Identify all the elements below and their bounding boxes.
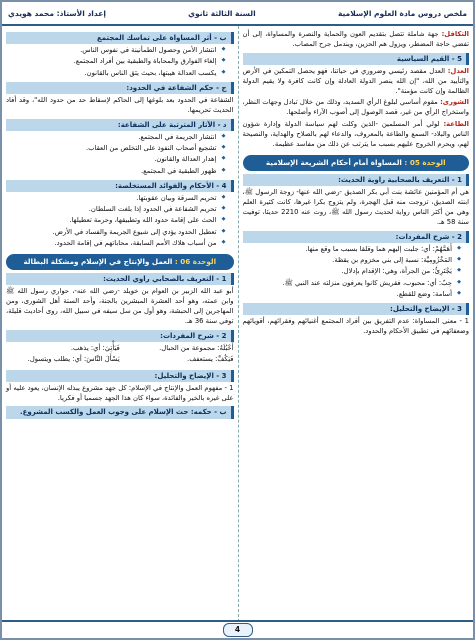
work-concept: 1 - مفهوم العمل والإنتاج في الإسلام: كل جهد مشروع يبذله الإنسان، يعود عليه أو على غيره بالخير والفائدة، سواء كان هذا الجهد جسميا أو فكريا. (6, 383, 234, 402)
lesson-06-title: العمل والإنتاج في الإسلام ومشكلة البطالة (23, 256, 173, 266)
vocab-item: ◆ يَجْتَرِئُ: من الجرأة، وهي: الإقدام بإدلال. (243, 267, 460, 277)
shura-paragraph (243, 98, 470, 118)
section-vocabulary-2: 2 - شرح المفردات: (6, 330, 234, 342)
section-analysis: 3 - الإيضاح والتحليل: (243, 303, 470, 315)
vocab-grid (6, 344, 234, 367)
zubair-bio: أبو عبد الله الزبير بن العوام بن خويلد -رضي الله عنه-، حواري رسول الله ﷺ وابن عمته، وهو أحد العشرة المبشرين بالجنة، وأحد الستة أهل الشورى، ومن المهاجرين إلى الحبشة، وهو أول من سل سيفه في سبيل الله، روى أحاديث قليلة، توفي سنة 36 هـ. (6, 287, 234, 325)
lesson-05-title: المساواة أمام أحكام الشريعة الإسلامية (265, 157, 402, 167)
term-taa: الطاعة: (443, 120, 469, 129)
list-item: ◆ إلغاء الفوارق والمحاباة والطبقية بين أفراد المجتمع. (6, 57, 224, 67)
shura-text: مقوم أساسي لبلوغ الرأي السديد، وذلك من خلال تبادل وجهات النظر، واستخراج الرأي من غير، قصد الوصول إلى أصوب الآراء وأصلحها. (242, 98, 469, 117)
section-political-values: 5 - القيم السياسية (243, 53, 470, 65)
left-column (2, 26, 238, 622)
vocab-item: ◆ حِبّ: أي: محبوب، فقريش كانوا يعرفون منزلته عند النبي ﷺ. (243, 279, 460, 289)
vocab-item: ◆ أَهَمَّهُمْ: أي: جلبت إليهم هما وقلقا بسبب ما وقع منها. (243, 245, 460, 255)
section-intercession-effects: د - الآثار المترتبة على الشفاعة: (6, 119, 234, 131)
takaful-text: جهة شاملة تتصل بتقديم العون والحماية والنصرة والمساواة، إلى أن تفضي حاجة المضطر، ويزول هم الحزين، ويندمل جرح المصاب. (242, 30, 469, 48)
equality-effects-list (6, 46, 234, 79)
term-adl: العدل: (447, 66, 469, 75)
term-shura: الشورى: (440, 98, 470, 107)
taa-paragraph (243, 120, 470, 150)
adl-paragraph (243, 67, 470, 97)
taa-text: لولي أمر المسلمين -الذين وكلت لهم سياسة الدولة وإدارة شؤون الناس والبلاد- السمع والطاعة بالمعروف، والدعاء لهم بالصلاح والهداية، والنصيحة لهم، ويحرم الخروج عليهم بسبب ما يترتب عن ذلك من مفاسد عظيمة. (242, 120, 469, 148)
class-level: السنة الثالثة ثانوي (188, 8, 256, 18)
lesson-06-label: الوحدة 06 : (174, 256, 217, 266)
list-item: ◆ انتشار الجريمة في المجتمع. (6, 133, 224, 143)
vocab-item: ◆ أسامة: وضع للقطع. (243, 290, 460, 300)
list-item: ◆ تشجيع أصحاب النفوذ على التخلص من العقاب. (6, 144, 224, 154)
equality-meaning: 1 - معنى المساواة: عدم التفريق بين أفراد المجتمع أغنيائهم وفقرائهم، أقويائهم وضعفائهم في تطبيق الأحكام والحدود. (242, 317, 469, 335)
list-item: ◆ يكسب العدالة هيبتها، بحيث يثق الناس بالقانون. (6, 69, 224, 79)
page-number: 4 (223, 623, 253, 637)
right-column (238, 26, 474, 622)
list-item: ◆ انتشار الأمن وحصول الطمأنينة في نفوس الناس. (6, 46, 224, 56)
section-narrator-aisha: 1 - التعريف بالصحابية راوية الحديث: (243, 174, 470, 186)
columns (2, 26, 473, 622)
section-equality-effect: ب - أثر المساواة على تماسك المجتمع (6, 32, 234, 44)
vocab-item: أَحْبُلَهُ: مجموعة من الحبال. (159, 343, 234, 352)
document-title: ملخص دروس مادة العلوم الإسلامية (337, 8, 467, 18)
vocab-list (243, 245, 470, 300)
vocab-item: يَسْأَلَ النَّاسَ: أي: يطلب ويتسول. (27, 355, 120, 364)
lesson-05-label: الوحدة 05 : (404, 157, 446, 167)
list-item: ◆ إهدار العدالة والقانون. (6, 155, 224, 165)
intercession-ruling-text: الشفاعة في الحدود بعد بلوغها إلى الحاكم لإسقاط حد من حدود الله"، وقد أفاد الحديث تحريمها. (6, 95, 234, 114)
list-item: ◆ ظهور الطبقية في المجتمع. (6, 167, 224, 177)
rulings-list (6, 194, 234, 249)
author-credit: إعداد الأستاذ: محمد هويدي (8, 8, 106, 18)
term-takaful: التكافل: (441, 30, 469, 38)
list-item: ◆ تحريم السرقة وبيان عقوبتها. (6, 194, 224, 204)
adl-text: العدل مقصد رئيسي وضروري في حياتنا، فهو يحصل التمكين في الأرض والتأييد من الله، "إن الله ينصر الدولة العادلة وإن كانت كافرة ولا يقيم الدولة الظالمة وإن كانت مؤمنة". (242, 66, 469, 95)
lesson-05-banner (243, 155, 470, 171)
list-item: ◆ تحريم الشفاعة في الحدود إذا بلغت السلطان. (6, 205, 224, 215)
lesson-06-banner (6, 254, 234, 270)
intercession-effects-list (6, 133, 234, 177)
section-work-ruling: ب - حكمه: حث الإسلام على وجوب العمل والكسب المشروع. (6, 406, 234, 418)
vocab-item: فَيَكُفَّ: يستعفف. (187, 355, 234, 364)
vocab-item: ◆ المَخْزُومِيَّة: نسبة إلى بني مخزوم بن يقظة. (243, 256, 460, 266)
section-narrator-zubair: 1 - التعريف بالصحابي راوي الحديث: (6, 273, 234, 285)
section-intercession-ruling: ج - حكم الشفاعة في الحدود: (6, 82, 234, 94)
list-item: ◆ الحث على إقامة حدود الله وتطبيقها، وحرمة تعطيلها. (6, 216, 224, 226)
aisha-bio: هي أم المؤمنين عائشة بنت أبي بكر الصديق -رضي الله عنها- زوجة الرسول ﷺ، ابنته الصديق، تزوجت منه قبل الهجرة، ولم يتزوج بكرا غيرها، كانت كثيرة العلم وهي من أكثر الناس رواية لحديث رسول الله ﷺ، روت عنه 2210 حديثا، توفيت سنة 58 هـ. (242, 188, 469, 226)
vocab-item: فَيَأْتِيَ: أي: يذهب. (70, 343, 120, 352)
list-item: ◆ تعطيل الحدود يؤدي إلى شيوع الجريمة والفساد في الأرض. (6, 228, 224, 238)
section-analysis-2: 3 - الإيضاح والتحليل: (6, 370, 234, 382)
section-rulings: 4 - الأحكام والفوائد المستخلصة: (6, 180, 234, 192)
page-header (2, 2, 473, 26)
list-item: ◆ من أسباب هلاك الأمم السابقة، محاباتهم في إقامة الحدود. (6, 239, 224, 249)
page-footer (2, 620, 473, 638)
section-vocabulary: 2 - شرح المفردات: (243, 231, 470, 243)
takaful-paragraph (243, 30, 470, 50)
